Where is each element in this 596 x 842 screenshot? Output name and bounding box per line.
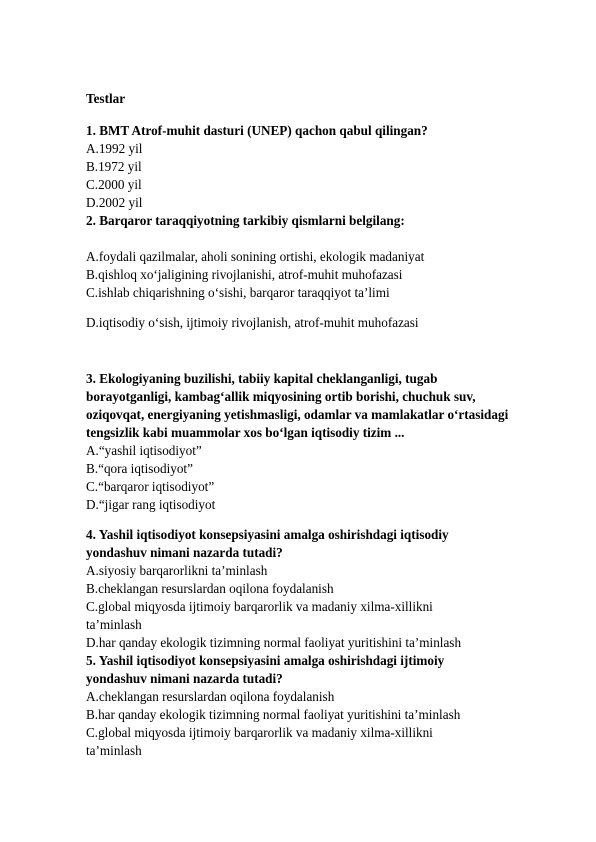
question-1-text: 1. BMT Atrof-muhit dasturi (UNEP) qachon qabul qilingan? bbox=[86, 123, 428, 138]
question-3-text-line-2: borayotganligi, kambag‘allik miqyosining ortib borishi, chuchuk suv, bbox=[86, 389, 476, 404]
question-3-text-line-4: tengsizlik kabi muammolar xos bo‘lgan iqtisodiy tizim ... bbox=[86, 425, 405, 440]
question-1-option-c: C.2000 yil bbox=[86, 177, 142, 192]
question-1-option-a: A.1992 yil bbox=[86, 141, 143, 156]
question-4-text-line-2: yondashuv nimani nazarda tutadi? bbox=[86, 545, 283, 560]
question-3-option-b: B.“qora iqtisodiyot” bbox=[86, 461, 193, 476]
question-4-option-d: D.har qanday ekologik tizimning normal faoliyat yuritishini ta’minlash bbox=[86, 635, 462, 650]
question-3-option-c: C.“barqaror iqtisodiyot” bbox=[86, 479, 215, 494]
question-3-option-a: A.“yashil iqtisodiyot” bbox=[86, 443, 202, 458]
question-5-option-a: A.cheklangan resurslardan oqilona foydalanish bbox=[86, 689, 335, 704]
question-4-option-c-line-1: C.global miqyosda ijtimoiy barqarorlik va madaniy xilma-xillikni bbox=[86, 599, 433, 614]
question-5-text-line-1: 5. Yashil iqtisodiyot konsepsiyasini amalga oshirishdagi ijtimoiy bbox=[86, 653, 445, 668]
question-2-option-b: B.qishloq xo‘jaligining rivojlanishi, atrof-muhit muhofazasi bbox=[86, 267, 403, 282]
question-1-option-d: D.2002 yil bbox=[86, 195, 143, 210]
page-title: Testlar bbox=[86, 91, 126, 106]
question-4-option-c-line-2: ta’minlash bbox=[86, 617, 142, 632]
question-2-option-d: D.iqtisodiy o‘sish, ijtimoiy rivojlanish, atrof-muhit muhofazasi bbox=[86, 315, 419, 330]
question-4-option-b: B.cheklangan resurslardan oqilona foydalanish bbox=[86, 581, 334, 596]
question-4-option-a: A.siyosiy barqarorlikni ta’minlash bbox=[86, 563, 268, 578]
question-3-text-line-3: oziqovqat, energiyaning yetishmasligi, odamlar va mamlakatlar o‘rtasidagi bbox=[86, 407, 509, 422]
question-2-text: 2. Barqaror taraqqiyotning tarkibiy qismlarni belgilang: bbox=[86, 213, 405, 228]
question-5-option-b: B.har qanday ekologik tizimning normal faoliyat yuritishini ta’minlash bbox=[86, 707, 461, 722]
question-3-text-line-1: 3. Ekologiyaning buzilishi, tabiiy kapital cheklanganligi, tugab bbox=[86, 371, 438, 386]
question-2-option-c: C.ishlab chiqarishning o‘sishi, barqaror taraqqiyot ta’limi bbox=[86, 285, 390, 300]
question-5-text-line-2: yondashuv nimani nazarda tutadi? bbox=[86, 671, 283, 686]
question-5-option-c-line-1: C.global miqyosda ijtimoiy barqarorlik va madaniy xilma-xillikni bbox=[86, 725, 433, 740]
question-2-option-a: A.foydali qazilmalar, aholi sonining ortishi, ekologik madaniyat bbox=[86, 249, 425, 264]
question-3-option-d: D.“jigar rang iqtisodiyot bbox=[86, 497, 216, 512]
question-5-option-c-line-2: ta’minlash bbox=[86, 743, 142, 758]
question-4-text-line-1: 4. Yashil iqtisodiyot konsepsiyasini amalga oshirishdagi iqtisodiy bbox=[86, 527, 449, 542]
question-1-option-b: B.1972 yil bbox=[86, 159, 142, 174]
